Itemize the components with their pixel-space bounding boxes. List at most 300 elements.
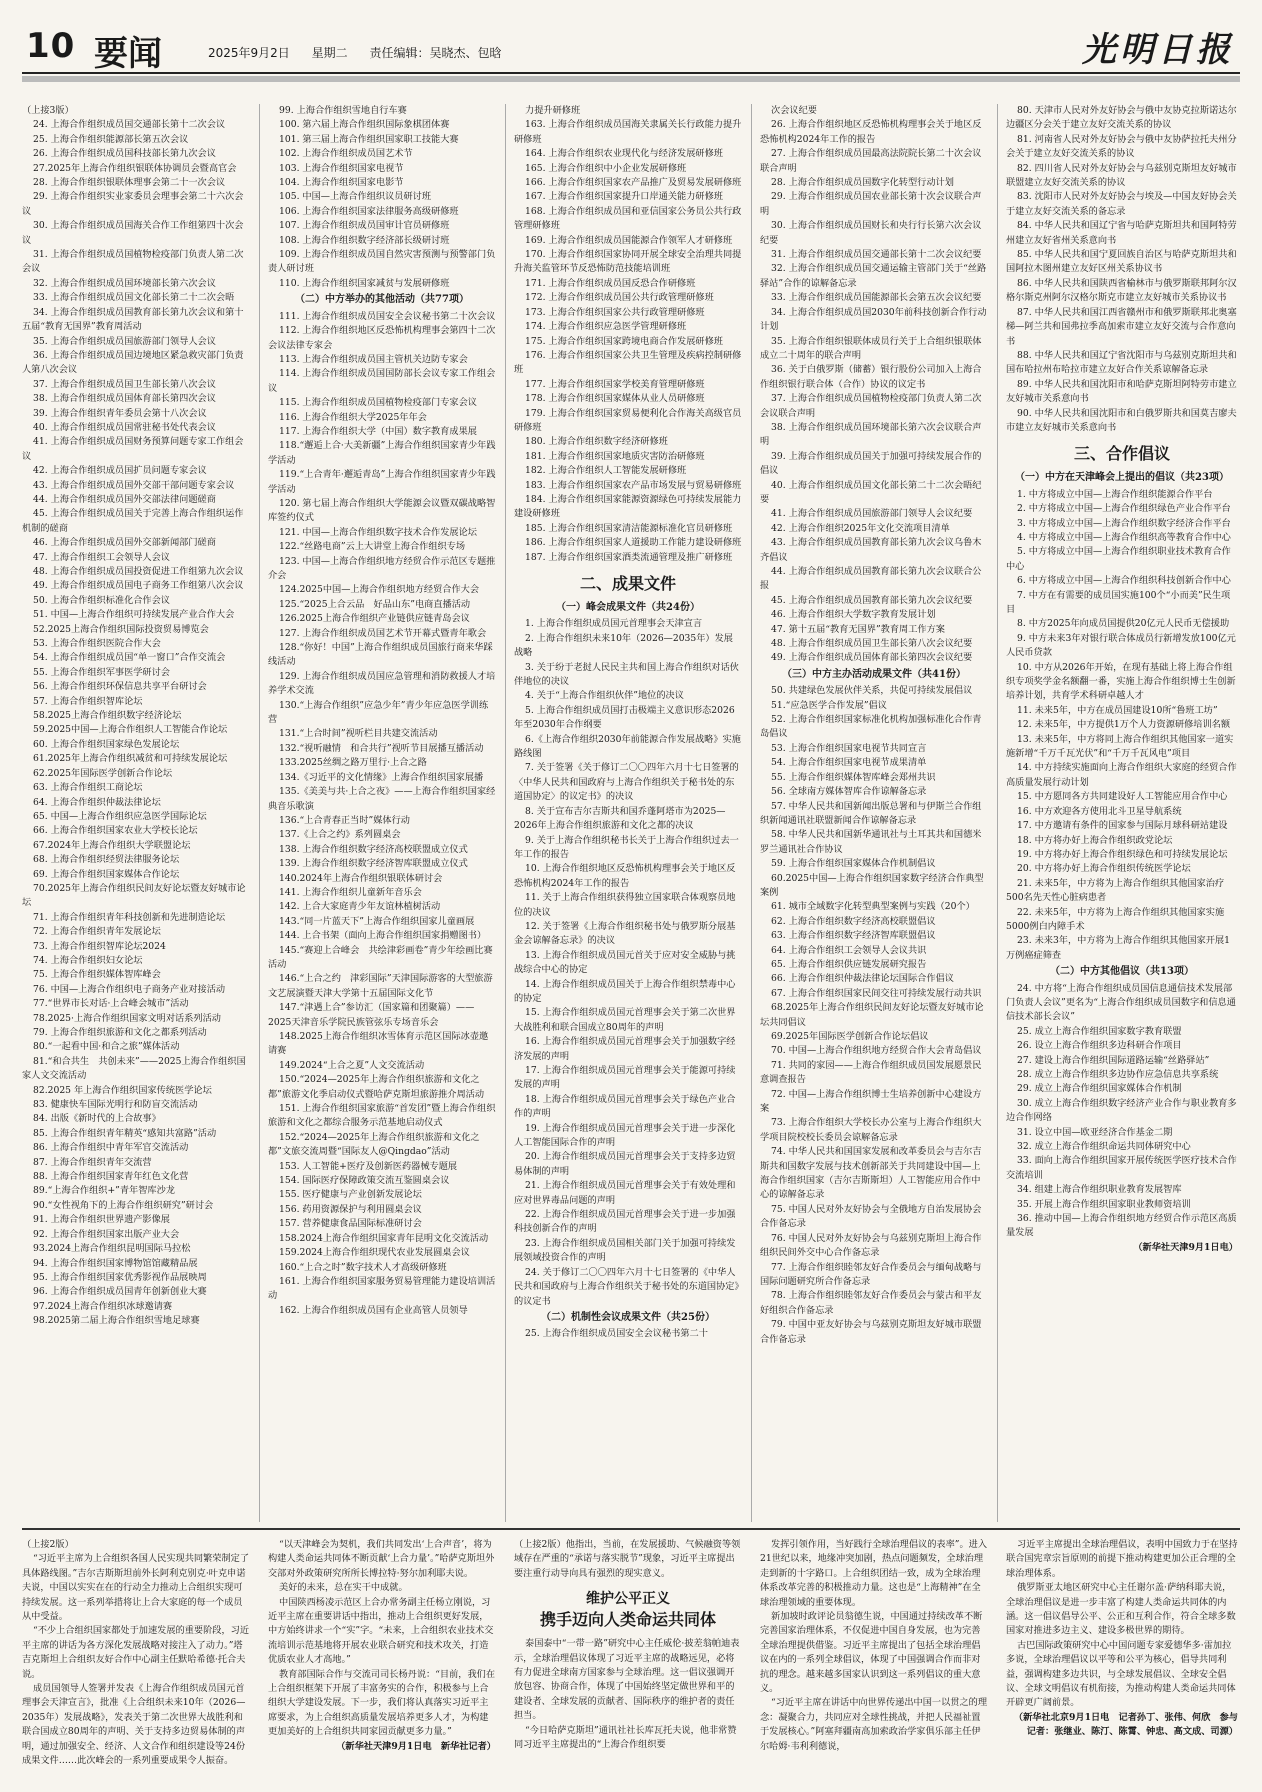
list-item: 87. 上海合作组织青年交流营 [33,1156,152,1168]
list-item: 150.“2024—2025年上海合作组织旅游和文化之都”旅游文化季启动仪式暨哈萨克斯坦旅游推介周活动 [268,1074,485,1100]
list-item: 180. 上海合作组织数字经济研修班 [525,436,668,448]
list-item: 162. 上海合作组织成员国有企业高管人员领导 [279,1304,468,1316]
list-item: 79. 中国中亚友好协会与乌兹别克斯坦友好城市联盟合作备忘录 [760,1319,982,1345]
list-item: 153. 人工智能+医疗及创新医药器械专题展 [279,1160,458,1172]
list-item: 10. 中方从2026年开始，在现有基础上将上海合作组织专项奖学金名额翻一番，实施上海合作组织博士生创新培养计划，共育学术科研卓越人才 [1006,661,1236,702]
list-item: 119.“上合青年·邂逅青岛”上海合作组织国家青少年践学活动 [268,469,496,495]
list-item: 65. 中国—上海合作组织应急医学国际论坛 [33,810,207,822]
list-item: 89. 中华人民共和国沈阳市和哈萨克斯坦阿特劳市建立友好城市关系意向书 [1006,378,1237,405]
list-item: 70.2025年上海合作组织民间友好论坛暨友好城市论坛 [22,882,246,909]
list-item: 78. 上海合作组织睦邻友好合作委员会与蒙古和平友好组织合作备忘录 [760,1290,982,1316]
list-item: 116. 上海合作组织大学2025年年会 [279,411,427,423]
column-5 [1006,104,1238,1522]
list-item: “习近平主席在讲话中向世界传递出中国一以贯之的理念：凝聚合力，共同应对全球性挑战，并把人民福祉置于发展核心。”阿塞拜疆南高加索政治学家俱乐部主任伊尔哈姆·韦利利德说， [760,1697,988,1752]
list-item: 75. 中国人民对外友好协会与全俄地方自治发展协会合作备忘录 [760,1203,982,1230]
list-item: 168. 上海合作组织成员国和亚信国家公务员公共行政管理研修班 [514,205,742,232]
list-item: 21. 未来5年，中方将为上海合作组织其他国家治疗500名先天性心脏病患者 [1006,877,1225,904]
list-item: 53. 上海合作组织医院合作大会 [33,638,161,650]
list-item: 83. 健康快车国际光明行和防盲交流活动 [33,1099,198,1111]
list-item: 59. 上海合作组织国家媒体合作机制倡议 [771,858,936,870]
list-item: 30. 成立上海合作组织数字经济产业合作与职业教育多边合作网络 [1006,1097,1237,1124]
list-item: 90.“女性视角下的上海合作组织研究”研讨会 [33,1199,214,1211]
list-item: 128.“你好！中国”上海合作组织成员国旅行商来华踩线活动 [268,642,493,668]
list-item: 88. 上海合作组织国家青年红色文化营 [33,1171,189,1183]
list-item: 31. 设立中国—欧亚经济合作基金二期 [1017,1126,1173,1138]
list-item: 155. 医疗健康与产业创新发展论坛 [279,1189,422,1201]
list-item: 29. 上海合作组织成员国农业部长第十次会议联合声明 [760,191,982,217]
dateline: （新华社北京9月1日电 记者孙丁、张伟、何欣 参与记者：张继业、陈汀、陈霄、钟忠、高文成、司源） [1013,1711,1238,1738]
list-item: 98.2025第二届上海合作组织雪地足球赛 [33,1315,200,1327]
list-item: 110. 上海合作组织国家减贫与发展研修班 [279,277,450,289]
list-item: 13. 未来5年，中方将同上海合作组织其他国家一道实施新增“千万千瓦光伏”和“千万千瓦风电”项目 [1006,733,1234,760]
list-item: 新加坡时政评论员翁德生说，中国通过持续改革不断完善国家治理体系，不仅促进中国自身发展，也为完善全球治理提供借鉴。习近平主席提出了包括全球治理倡议在内的一系列全球倡议，体现了中国强调合作而非对抗的理念。越来越多国家认识到这一系列倡议的重大意义。 [760,1611,983,1695]
list-item: 6.《上海合作组织2030年前能源合作发展战略》实施路线图 [514,733,741,760]
list-item: 58.2025上海合作组织数字经济论坛 [33,710,182,722]
list-item: 109. 上海合作组织成员国自然灾害预测与预警部门负责人研讨班 [268,249,496,275]
list-item: 151. 上海合作组织国家旅游“首发团”暨上海合作组织旅游和文化之都综合服务示范基地启动仪式 [268,1103,496,1129]
list-item: 15. 上海合作组织成员国元首理事会关于第二次世界大战胜利和联合国成立80周年的声明 [514,1007,736,1033]
list-item: 114. 上海合作组织成员国国防部长会议专家工作组会议 [268,368,496,394]
issue-weekday: 星期二 [311,46,348,60]
list-item: 8. 关于宣布吉尔吉斯共和国乔蓬阿塔市为2025—2026年上海合作组织旅游和文化之都的决议 [514,805,726,832]
list-item: 184. 上海合作组织国家能源资源绿色可持续发展能力建设研修班 [514,493,742,520]
list-item: 48. 上海合作组织成员国卫生部长第八次会议纪要 [771,638,973,650]
list-item: 35. 上海合作组织成员国旅游部门领导人会议 [33,335,216,347]
list-item: 11. 未来5年，中方在成员国建设10所“鲁班工坊” [1017,704,1218,716]
list-item: 68. 上海合作组织经贸法律服务论坛 [33,854,180,866]
list-item: 100. 第六届上海合作组织国际象棋团体赛 [279,119,450,131]
list-item: 57. 上海合作组织智库论坛 [33,695,143,707]
list-item: 4. 关于“上海合作组织伙伴”地位的决议 [525,690,684,702]
section-heading: 三、合作倡议 [1073,444,1170,464]
list-item: 156. 药用资源保护与利用圆桌会议 [279,1203,422,1215]
list-item: 27. 上海合作组织成员国最高法院院长第二十次会议联合声明 [760,148,982,174]
subheading: （一）中方在天津峰会上提出的倡议（共23项） [1015,472,1229,484]
list-item: 24. 上海合作组织成员国交通部长第十二次会议 [33,119,226,131]
list-item: 27.2025年上海合作组织银联体协调员会暨高官会 [33,162,237,174]
list-item: 7. 中方在有需要的成员国实施100个“小而美”民生项目 [1006,589,1231,615]
list-item: 71. 上海合作组织青年科技创新和先进制造论坛 [33,911,226,923]
list-item: 23. 上海合作组织成员国相关部门关于加强可持续发展领域投资合作的声明 [514,1237,736,1264]
list-item: 38. 上海合作组织成员国体育部长第四次会议 [33,393,216,405]
column-1 [22,104,250,1522]
list-item: 69.2025年国际医学创新合作论坛倡议 [771,1031,929,1042]
list-item: 111. 上海合作组织成员国安全会议秘书第二十次会议 [279,310,496,322]
list-item: 66. 上海合作组织仲裁法律论坛国际合作倡议 [771,973,954,985]
list-item: 16. 中方欢迎各方使用北斗卫星导航系统 [1017,805,1182,817]
list-item: 173. 上海合作组织国家公共行政管理研修班 [525,306,705,318]
list-item: 30. 上海合作组织成员国海关合作工作组第四十次会议 [22,220,244,246]
list-item: 90. 中华人民共和国沈阳市和白俄罗斯共和国莫吉廖夫市建立友好城市关系意向书 [1006,407,1237,433]
list-item: 61.2025年上海合作组织减贫和可持续发展论坛 [33,753,228,765]
list-item: 29. 上海合作组织实业家委员会理事会第二十六次会议 [22,191,244,217]
list-item: 138. 上海合作组织数字经济高校联盟成立仪式 [279,843,468,855]
list-item: 172. 上海合作组织成员国公共行政管理研修班 [525,292,714,304]
list-item: 86. 上海合作组织中青年军官交流活动 [33,1142,189,1154]
list-item: 55. 上海合作组织媒体智库峰会郑州共识 [771,771,936,783]
list-item: 54. 上海合作组织国家电视节成果清单 [771,757,927,769]
list-item: 61. 城市全域数字化转型典型案例与实践（20个） [771,901,975,913]
list-item: （上接3版） [22,105,74,116]
list-item: 44. 上海合作组织成员国教育部长第九次会议联合公报 [760,566,982,592]
list-item: 130.“上海合作组织”应急少年”青少年应急医学训练营 [268,699,489,726]
subheading: （一）峰会成果文件（共24份） [556,602,700,613]
list-item: 104. 上海合作组织国家电影节 [279,177,404,189]
list-item: 7. 关于签署《关于修订二〇〇四年六月十七日签署的〈中华人民共和国政府与上海合作组织关于秘书处的东道国协定〉的议定书》的决议 [514,762,739,803]
list-item: 33. 上海合作组织成员国文化部长第二十二次会晤 [33,292,235,304]
list-item: 122.“丝路电商”云上大讲堂上海合作组织专场 [279,541,466,553]
bottom-column-4 [760,1538,988,1784]
list-item: 49. 上海合作组织成员国体育部长第四次会议纪要 [771,652,973,664]
list-item: 51.“应急医学合作发展”倡议 [771,699,887,711]
bottom-column-1 [22,1538,250,1784]
subheading: （二）机制性会议成果文件（共25份） [541,1311,715,1323]
list-item: 121. 中国—上海合作组织数字技术合作发展论坛 [279,526,477,538]
list-item: 158.2024上海合作组织国家青年昆明文化交流活动 [279,1232,489,1244]
subheading: （二）中方举办的其他活动（共77项） [295,294,469,306]
list-item: 力提升研修班 [525,105,581,116]
list-item: 62.2025年国际医学创新合作论坛 [33,767,173,779]
list-item: 95. 上海合作组织国家优秀影视作品展映周 [33,1271,207,1283]
list-item: 84. 中华人民共和国辽宁省与哈萨克斯坦共和国阿特劳州建立友好省州关系意向书 [1006,220,1237,246]
list-item: 31. 上海合作组织成员国交通部长第十二次会议纪要 [771,249,982,261]
section-divider [22,1528,1240,1530]
list-item: 76. 中国人民对外友好协会与乌兹别克斯坦上海合作组织民间外交中心合作备忘录 [760,1232,982,1259]
list-item: 2. 中方将成立中国—上海合作组织绿色产业合作平台 [1017,503,1231,515]
list-item: 次会议纪要 [771,105,817,116]
list-item: 49. 上海合作组织成员国电子商务工作组第八次会议 [33,580,244,592]
list-item: 发挥引领作用，当好践行全球治理倡议的表率”。进入21世纪以来，地缘冲突加剧，热点问题频发，全球治理走到新的十字路口。上合组织团结一致，成为全球治理体系改革完善的积极推动力量。这也是“上海精神”在全球治理领域的重要体现。 [760,1539,988,1608]
list-item: 80. 天津市人民对外友好协会与俄中友协克拉斯诺达尔边疆区分会关于建立友好交流关系的协议 [1006,105,1237,131]
list-item: “以天津峰会为契机，我们共同发出‘上合声音’，将为构建人类命运共同体不断贡献‘上合力量’。”哈萨克斯坦外交部对外政策研究所所长博拉特·努尔加利耶夫说。 [268,1539,495,1579]
list-item: 8. 中方2025年向成员国提供20亿元人民币无偿援助 [1017,618,1230,630]
list-item: 17. 上海合作组织成员国元首理事会关于能源可持续发展的声明 [514,1065,736,1091]
list-item: “不少上合组织国家都处于加速发展的重要阶段，习近平主席的讲话为各方深化发展战略对接注入了动力。”塔吉克斯坦上合组织友好合作中心副主任默哈希德·托合夫说。 [22,1625,250,1680]
list-item: 94. 上海合作组织国家博物馆馆藏精品展 [33,1257,198,1269]
list-item: 26. 上海合作组织地区反恐怖机构理事会关于地区反恐怖机构2024年工作的报告 [760,119,982,145]
list-item: 46. 上海合作组织大学数字教育发展计划 [771,609,936,621]
list-item: 147.“津遇上合”参访汇（国家篇和团聚篇）——2025天津音乐学院民族管弦乐专场音乐会 [268,1002,475,1028]
column-rule [997,104,998,1522]
list-item: 77.“世界市长对话·上合峰会城市”活动 [33,998,189,1010]
list-item: 97.2024上海合作组织冰球邀请赛 [33,1300,173,1312]
list-item: 24. 关于修订二〇〇四年六月十七日签署的《中华人民共和国政府与上海合作组织关于秘书处的东道国协定》的议定书 [514,1266,740,1307]
list-item: 60.2025中国—上海合作组织国家数字经济合作典型案例 [760,872,984,898]
list-item: 39. 上海合作组织青年委员会第十八次会议 [33,407,207,419]
list-item: 149.2024“上合之夏”人文交流活动 [279,1059,425,1071]
list-item: 132.“视听融情 和合共行”视听节目展播互播活动 [279,742,484,754]
list-item: 92. 上海合作组织国家出版产业大会 [33,1228,180,1240]
newspaper-logo: 光明日报 [1082,30,1234,70]
list-item: 34. 上海合作组织成员国教育部长第九次会议和第十五届“教育无国界”教育周活动 [22,306,244,333]
list-item: 178. 上海合作组织国家媒体从业人员研修班 [525,393,705,405]
list-item: 9. 关于上海合作组织秘书长关于上海合作组织过去一年工作的报告 [514,834,739,860]
list-item: “习近平主席为上合组织各国人民实现共同繁荣制定了具体路线图。”吉尔吉斯斯坦前外长阿利克别克·叶克申诺夫说，中国以实实在在的行动全力推动上合组织实现可持续发展。这一系列举措将让上合大家庭的每一个成员从中受益。 [22,1553,250,1623]
list-item: 56. 上海合作组织环保信息共享平台研讨会 [33,681,207,693]
list-item: 47. 上海合作组织工会领导人会议 [33,551,170,563]
list-item: 96. 上海合作组织成员国青年创新创业大赛 [33,1286,207,1298]
list-item: 教育部国际合作与交流司司长杨丹说：“目前，我们在上合组织框架下开展了丰富务实的合作，积极参与上合组织大学建设发展。下一步，我们将认真落实习近平主席要求，为上合组织高质量发展培养更多人才，为构建更加美好的上合组织共同家园贡献更多力量。” [268,1668,496,1738]
list-item: 59.2025中国—上海合作组织人工智能合作论坛 [33,724,228,736]
list-item: 71. 共同的家园——上海合作组织成员国发展愿景民意调查报告 [760,1059,982,1086]
list-item: 25. 上海合作组织能源部长第五次会议 [33,133,189,145]
list-item: 64. 上海合作组织仲裁法律论坛 [33,796,161,808]
list-item: 24. 中方将“上海合作组织成员国信息通信技术发展部门负责人会议”更名为“上海合作组织成员国数字和信息通信技术部长会议” [1006,982,1236,1023]
list-item: 108. 上海合作组织数字经济部长级研讨班 [279,234,450,246]
list-item: 5. 中方将成立中国—上海合作组织职业技术教育合作中心 [1006,546,1231,572]
list-item: 62. 上海合作组织数字经济高校联盟倡议 [771,915,936,927]
list-item: 127. 上海合作组织成员国艺术节开幕式暨青年歌会 [279,627,487,639]
list-item: 137.《上合之约》系列圆桌会 [279,829,401,841]
list-item: 俄罗斯亚太地区研究中心主任谢尔盖·萨纳科耶夫说，全球治理倡议是进一步丰富了构建人类命运共同体的内涵。这一倡议倡导公平、公正和互利合作，符合全球多数国家对推进多边主义、建设多极世界的期待。 [1006,1582,1236,1637]
list-item: 131.“上合时间”视听栏目共建交流活动 [279,728,438,740]
list-item: 170. 上海合作组织国家协同开展全球安全治理共同提升海关监管环节反恐怖防范技能培训班 [514,249,742,275]
list-item: 174. 上海合作组织应急医学管理研修班 [525,321,687,333]
list-item: 73. 上海合作组织智库论坛2024 [33,940,166,952]
list-item: 47. 第十五届“教育无国界”教育周工作方案 [771,623,945,635]
list-item: 10. 上海合作组织地区反恐怖机构理事会关于地区反恐怖机构2024年工作的报告 [514,863,736,889]
list-item: 84. 出版《新时代的上合故事》 [33,1113,161,1125]
issue-info [208,44,520,61]
list-item: 63. 上海合作组织数字经济智库联盟倡议 [771,930,936,942]
list-item: 72. 中国—上海合作组织博士生培养创新中心建设方案 [760,1088,982,1115]
list-item: 51. 中国—上海合作组织可持续发展产业合作大会 [33,609,235,621]
list-item: 134.《习近平的文化情缘》上海合作组织国家展播 [279,771,484,783]
list-item: 52. 上海合作组织国家标准化机构加强标准化合作青岛倡议 [760,714,982,740]
article-headline: 携手迈向人类命运共同体 [539,1610,716,1630]
dateline: （新华社天津9月1日电） [1133,1241,1238,1253]
section-heading: 二、成果文件 [579,574,676,593]
masthead [22,20,1240,74]
list-item: 139. 上海合作组织数字经济智库联盟成立仪式 [279,858,468,870]
list-item: 28. 上海合作组织成员国数字化转型行动计划 [771,177,954,189]
bottom-column-5 [1006,1538,1238,1784]
list-item: 60. 上海合作组织国家绿色发展论坛 [33,738,180,750]
column-rule [505,104,506,1522]
list-item: 141. 上海合作组织儿童新年音乐会 [279,886,422,898]
list-item: 85. 上海合作组织青年精英“感知共富路”活动 [33,1127,217,1139]
list-item: 86. 中华人民共和国陕西省榆林市与俄罗斯联邦阿尔汉格尔斯克州阿尔汉格尔斯克市建立友好城市关系协议书 [1006,277,1237,304]
list-item: 123. 中国—上海合作组织地方经贸合作示范区专题推介会 [268,555,496,581]
list-item: 177. 上海合作组织国家学校美育管理研修班 [525,378,705,390]
list-item: （上接2版） [22,1539,74,1550]
list-item: 187. 上海合作组织国家酒类流通管理及推广研修班 [525,551,733,563]
list-item: 34. 组建上海合作组织职业教育发展智库 [1017,1184,1182,1196]
column-rule [751,104,752,1522]
list-item: 20. 上海合作组织成员国元首理事会关于支持多边贸易体制的声明 [514,1151,736,1177]
list-item: 70. 中国—上海合作组织地方经贸合作大会青岛倡议 [771,1045,982,1057]
list-item: 157. 营养健康食品国际标准研讨会 [279,1218,422,1230]
list-item: 31. 上海合作组织成员国植物检疫部门负责人第二次会议 [22,249,244,275]
list-item: 67. 上海合作组织国家民间交往可持续发展行动共识 [771,987,982,999]
list-item: 11. 关于上海合作组织获得独立国家联合体观察员地位的决议 [514,892,736,918]
list-item: 82.2025 年上海合作组织国家传统医学论坛 [33,1084,212,1096]
bottom-column-2 [268,1538,496,1784]
list-item: 1. 上海合作组织成员国元首理事会天津宣言 [525,618,703,630]
list-item: 32. 成立上海合作组织命运共同体研究中心 [1017,1141,1191,1153]
list-item: 26. 设立上海合作组织多边科研合作项目 [1017,1040,1182,1052]
list-item: 19. 上海合作组织成员国元首理事会关于进一步深化人工智能国际合作的声明 [514,1122,736,1149]
list-item: 81.“和合共生 共创未来”——2025上海合作组织国家人文交流活动 [22,1055,246,1082]
list-item: 45. 上海合作组织成员国教育部长第九次会议纪要 [771,594,973,606]
list-item: 17. 中方邀请有条件的国家参与国际月球科研站建设 [1017,820,1228,832]
list-item: 66. 上海合作组织国家农业大学校长论坛 [33,825,198,837]
list-item: 58. 中华人民共和国新华通讯社与土耳其共和国德米罗兰通讯社合作协议 [760,829,982,855]
list-item: 20. 中方将办好上海合作组织传统医学论坛 [1017,863,1191,875]
list-item: 154. 国际医疗保障政策交流互鉴圆桌会议 [279,1175,450,1187]
list-item: 163. 上海合作组织成员国海关隶属关长行政能力提升研修班 [514,119,742,145]
list-item: 56. 全球南方媒体智库合作谅解备忘录 [771,786,927,798]
list-item: 28. 成立上海合作组织多边协作应急信息共享系统 [1017,1069,1219,1080]
list-item: 115. 上海合作组织成员国植物检疫部门专家会议 [279,397,477,409]
list-item: 中国陕西杨凌示范区上合办常务副主任杨立刚说，习近平主席在重要讲话中指出，推动上合组织更好发展，中方始终讲求一个“实”字。“未来，上合组织农业技术交流培训示范基地将开展农业联合研究和技术攻关，打造优质农业人才高地。” [268,1596,494,1666]
list-item: 164. 上海合作组织农业现代化与经济发展研修班 [525,148,723,160]
list-item: 93.2024上海合作组织昆明国际马拉松 [33,1243,191,1255]
list-item: 29. 成立上海合作组织国家媒体合作机制 [1017,1083,1182,1095]
header-bar [22,76,1240,82]
list-item: 145.“赛迎上合峰会 共绘津彩画卷”青少年绘画比赛活动 [268,944,493,970]
list-item: 14. 中方持续实施面向上海合作组织大家庭的经贸合作高质量发展行动计划 [1006,762,1237,788]
page-number: 10 [26,26,76,66]
list-item: 143.“同一片蓝天下”上海合作组织国家儿童画展 [279,915,475,927]
list-item: 69. 上海合作组织国家媒体合作论坛 [33,868,180,880]
list-item: 41. 上海合作组织成员国财务预算问题专家工作组会议 [22,436,244,462]
list-item: 57. 中华人民共和国新闻出版总署和与伊斯兰合作组织新闻通讯社联盟新闻合作谅解备忘录 [760,800,982,826]
list-item: 105. 中国—上海合作组织议员研讨班 [279,191,432,203]
list-item: 113. 上海合作组织成员国主管机关边防专家会 [279,353,468,365]
list-item: 182. 上海合作组织人工智能发展研修班 [525,465,687,477]
list-item: 3. 关于纷于老挝人民民主共和国上海合作组织对话伙伴地位的决议 [514,661,739,688]
list-item: 89.“上海合作组织+”青年智库沙龙 [33,1185,175,1197]
list-item: 77. 上海合作组织睦邻友好合作委员会与缅甸战略与国际问题研究所合作备忘录 [760,1261,982,1287]
list-item: 107. 上海合作组织成员国审计官员研修班 [279,220,450,232]
list-item: 152.“2024—2025年上海合作组织旅游和文化之都”文旅交流周暨“国际友人@Qingdao”活动 [268,1131,480,1158]
list-item: 38. 上海合作组织成员国环境部长第六次会议联合声明 [760,421,982,448]
list-item: 43. 上海合作组织成员国外交部干部问题专家会议 [33,479,235,491]
list-item: 142. 上合大家庭青少年友谊林植树活动 [279,901,441,913]
list-item: 129. 上海合作组织成员国应急管理和消防救援人才培养学术交流 [268,670,496,697]
list-item: 43. 上海合作组织成员国教育部长第九次会议乌鲁木齐倡议 [760,537,982,563]
list-item: 30. 上海合作组织成员国财长和央行行长第六次会议纪要 [760,220,982,246]
list-item: 33. 上海合作组织成员国能源部长会第五次会议纪要 [771,292,982,304]
list-item: 186. 上海合作组织国家人道援助工作能力建设研修班 [525,537,742,549]
list-item: 泰国泰中“一带一路”研究中心主任威伦·披差翁帕迪表示，全球治理倡议体现了习近平主席的战略远见，必将有力促进全球南方国家参与全球治理。这一倡议强调开放包容、协商合作，体现了中国始终坚定做世界和平的建设者、全球发展的贡献者、国际秩序的维护者的责任担当。 [514,1638,740,1722]
list-item: 25. 上海合作组织成员国安全会议秘书第二十 [525,1328,708,1340]
list-item: 106. 上海合作组织国家法律服务高级研修班 [279,205,459,217]
list-item: 91. 上海合作组织世界遗产影像展 [33,1214,170,1226]
list-item: “今日哈萨克斯坦”通讯社社长库瓦托夫说，他非常赞同习近平主席提出的“上海合作组织要 [514,1724,737,1751]
list-item: 161. 上海合作组织国家服务贸易管理能力建设培训活动 [268,1275,496,1302]
list-item: 74. 上海合作组织妇女论坛 [33,954,143,966]
list-item: 175. 上海合作组织国家跨境电商合作发展研修班 [525,335,723,347]
list-item: 144. 上合书架（面向上海合作组织国家捐赠图书） [279,930,487,942]
list-item: 37. 上海合作组织成员国卫生部长第八次会议 [33,378,216,390]
list-item: 16. 上海合作组织成员国元首理事会关于加强数字经济发展的声明 [514,1036,736,1062]
list-item: 101. 第三届上海合作组织国家职工技能大赛 [279,133,459,145]
list-item: 42. 上海合作组织成员国扩员问题专家会议 [33,465,207,477]
list-item: 48. 上海合作组织成员国投资促进工作组第九次会议 [33,566,244,577]
list-item: 23. 未来3年，中方将为上海合作组织其他国家开展1万例癌症筛查 [1006,935,1231,961]
list-item: 75. 上海合作组织媒体智库峰会 [33,969,161,981]
issue-date: 2025年9月2日 [208,46,290,60]
list-item: 185. 上海合作组织国家清洁能源标准化官员研修班 [525,522,733,534]
list-item: 美好的未来，总在实干中成就。 [279,1582,408,1594]
list-item: 26. 上海合作组织成员国科技部长第九次会议 [33,148,216,160]
list-item: 14. 上海合作组织成员国关于上海合作组织禁毒中心的协定 [514,978,736,1004]
subheading: （三）中方主办活动成果文件（共41份） [782,668,966,680]
dateline: （新华社天津9月1日电 新华社记者） [336,1740,496,1752]
list-item: 159.2024上海合作组织现代农业发展圆桌会议 [279,1247,470,1259]
list-item: 176. 上海合作组织国家公共卫生管理及疾病控制研修班 [514,349,742,376]
list-item: 成员国领导人签署并发表《上海合作组织成员国元首理事会天津宣言》，批准《上合组织未来10年（2026—2035年）发展战略》，发表关于第二次世界大战胜利和联合国成立80周年的声明、关于支持多边贸易体制的声明，通过加强安全、经济、人文合作和组织建设等24份成果文件……此次峰会的一系列重要成果令人振奋。 [22,1683,246,1767]
list-item: 63. 上海合作组织工商论坛 [33,782,143,794]
list-item: 64. 上海合作组织工会领导人会议共识 [771,944,927,956]
list-item: 85. 中华人民共和国宁夏回族自治区与哈萨克斯坦共和国阿拉木图州建立友好区州关系协议书 [1006,249,1237,275]
list-item: 87. 中华人民共和国江西省赣州市和俄罗斯联邦北奥塞梯—阿兰共和国弗拉季高加索市建立友好交流与合作意向书 [1006,306,1237,347]
list-item: 169. 上海合作组织成员国能源合作领军人才研修班 [525,234,733,246]
list-item: 53. 上海合作组织国家电视节共同宣言 [771,742,927,754]
list-item: 88. 中华人民共和国辽宁省沈阳市与乌兹别克斯坦共和国布哈拉州布哈拉市建立友好合作关系谅解备忘录 [1006,349,1237,376]
list-item: 67.2024年上海合作组织大学联盟论坛 [33,839,191,851]
list-item: 80.“一起看中国·和合之旅”媒体活动 [33,1041,180,1053]
article-headline: 维护公平正义 [586,1591,670,1608]
list-item: 118.“邂逅上合·大美新疆”上海合作组织国家青少年践学活动 [268,440,496,466]
list-item: 135.《美美与共·上合之夜》——上海合作组织国家经典音乐歌演 [268,786,496,812]
bottom-column-3 [514,1538,742,1784]
list-item: 171. 上海合作组织成员国反恐合作研修班 [525,277,696,289]
list-item: 35. 开展上海合作组织国家职业教师资培训 [1017,1198,1191,1210]
list-item: 46. 上海合作组织成员国外交部新闻部门磋商 [33,537,216,549]
list-item: 15. 中方愿同各方共同建设好人工智能应用合作中心 [1017,791,1228,803]
list-item: 50. 上海合作组织标准化合作会议 [33,594,170,606]
list-item: 79. 上海合作组织旅游和文化之都系列活动 [33,1027,207,1038]
list-item: 40. 上海合作组织成员国常驻秘书处代表会议 [33,421,216,433]
list-item: 12. 未来5年，中方提供1万个人力资源研修培训名额 [1017,719,1231,731]
column-2 [268,104,496,1522]
list-item: 136.“上合青春正当时”媒体行动 [279,814,410,826]
list-item: 36. 上海合作组织成员国边境地区紧急救灾部门负责人第八次会议 [22,349,244,376]
list-item: 33. 面向上海合作组织国家开展传统医学医疗技术合作交流培训 [1006,1155,1237,1181]
list-item: 44. 上海合作组织成员国外交部法律问题磋商 [33,493,216,505]
list-item: 179. 上海合作组织国家贸易便利化合作海关高级官员研修班 [514,407,742,433]
list-item: 99. 上海合作组织雪地自行车赛 [279,105,407,116]
list-item: 125.“2025上合云品 好品山东”电商直播活动 [279,598,471,610]
list-item: 3. 中方将成立中国—上海合作组织数字经济合作平台 [1017,517,1231,529]
list-item: 148.2025上海合作组织冰雪体育示范区国际冰壶邀请赛 [268,1031,489,1057]
list-item: 18. 中方将办好上海合作组织政党论坛 [1017,834,1173,846]
list-item: 72. 上海合作组织青年发展论坛 [33,926,161,938]
section-title: 要闻 [94,34,162,74]
list-item: 39. 上海合作组织成员国关于加强可持续发展合作的倡议 [760,450,982,477]
list-item: 76. 中国—上海合作组织电子商务产业对接活动 [33,983,226,995]
list-item: 1. 中方将成立中国—上海合作组织能源合作平台 [1017,488,1213,500]
list-item: 133.2025丝绸之路万里行·上合之路 [279,757,427,769]
list-item: 78.2025·上海合作组织国家文明对话系列活动 [33,1012,221,1024]
list-item: 27. 建设上海合作组织国际道路运输“丝路驿站” [1017,1054,1210,1066]
list-item: 36. 推动中国—上海合作组织地方经贸合作示范区高质量发展 [1006,1213,1237,1239]
list-item: 120. 第七届上海合作组织大学能源会议暨双碳战略智库签约仪式 [268,497,496,524]
list-item: 34. 上海合作组织成员国2030年前科技创新合作行动计划 [760,306,987,333]
list-item: 73. 上海合作组织大学校长办公室与上海合作组织大学项目院校校长委员会谅解备忘录 [760,1117,982,1143]
list-item: 6. 中方将成立中国—上海合作组织科技创新合作中心 [1017,575,1231,587]
list-item: 25. 成立上海合作组织国家数字教育联盟 [1017,1025,1182,1037]
list-item: 124.2025中国—上海合作组织地方经贸合作大会 [279,584,480,596]
list-item: 52.2025上海合作组织国际投资贸易博览会 [33,623,209,635]
list-item: 81. 河南省人民对外友好协会与俄中友协萨拉托夫州分会关于建立友好交流关系的协议 [1006,133,1237,160]
list-item: 160.“上合之时”数字技术人才高级研修班 [279,1261,447,1273]
list-item: 32. 上海合作组织成员国环境部长第六次会议 [33,277,216,289]
list-item: （上接2版）他指出，当前，在发展援助、气候融资等领域存在严重的“承诺与落实脱节”现象，习近平主席提出要注重行动导向具有强烈的现实意义。 [514,1539,741,1579]
